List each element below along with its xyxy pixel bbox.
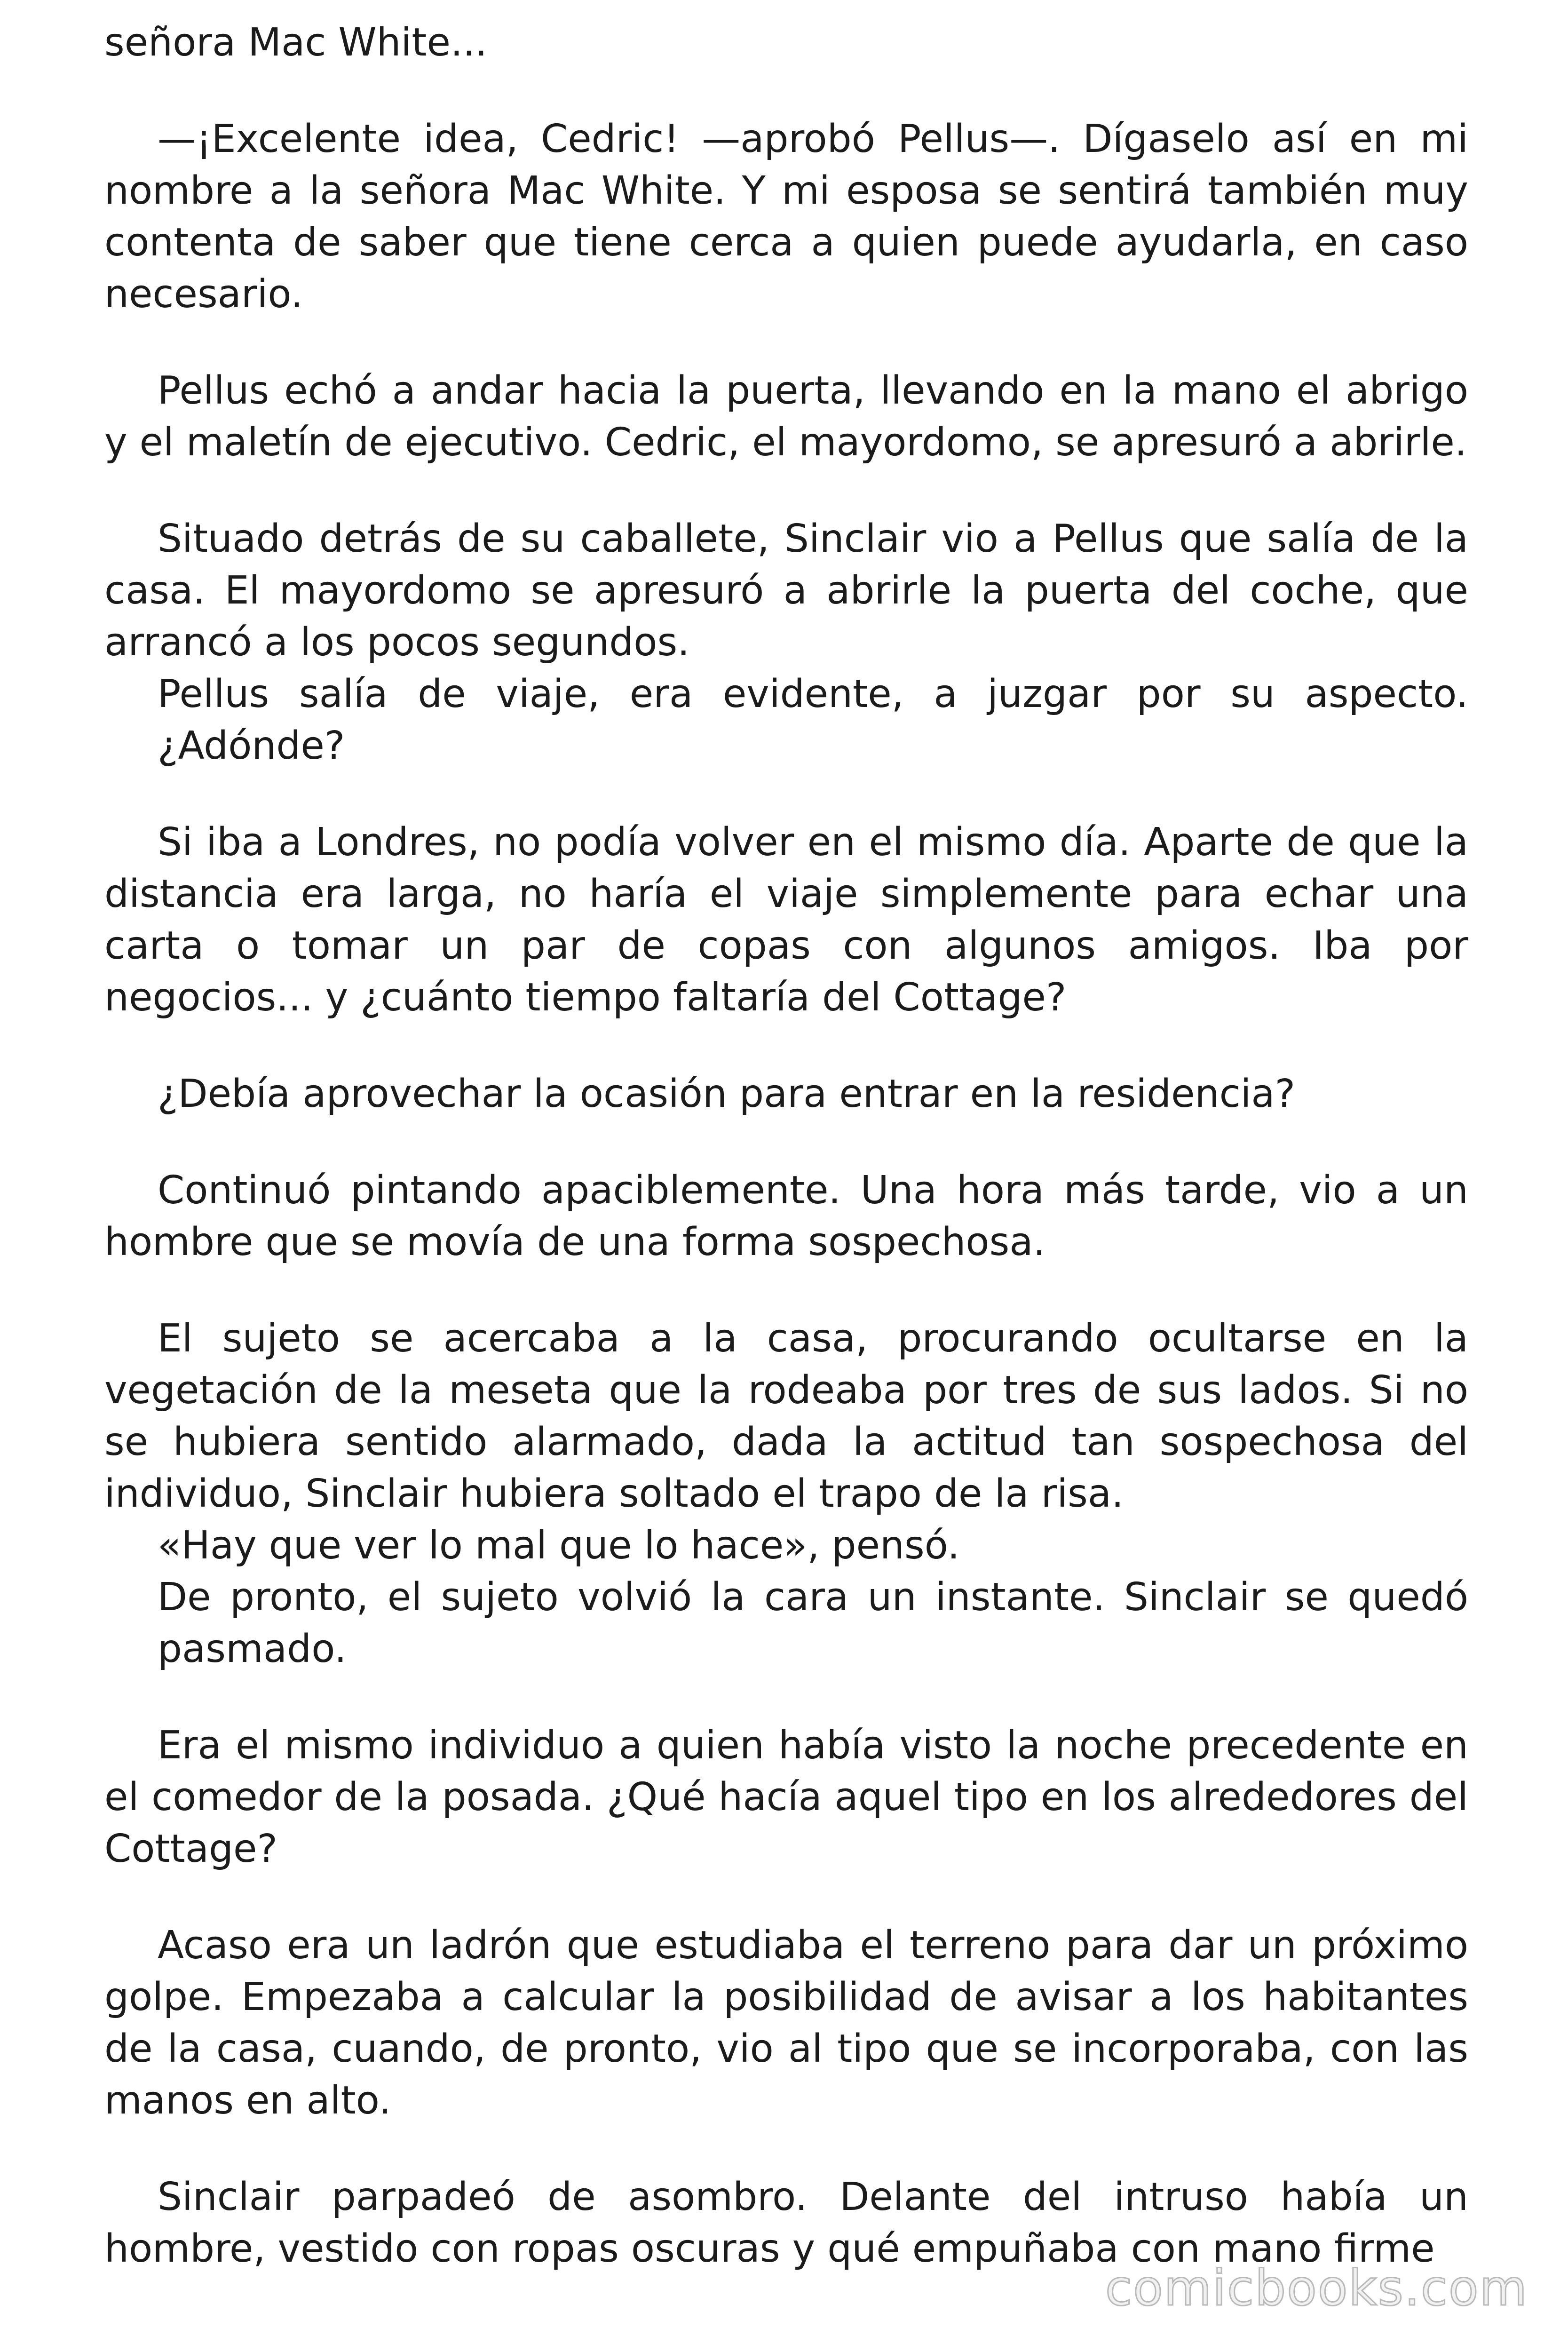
paragraph: «Hay que ver lo mal que lo hace», pensó. [158, 1523, 960, 1568]
watermark: comicbooks.com [1105, 2259, 1528, 2317]
paragraph: Sinclair parpadeó de asombro. Delante del intruso había un hombre, vestido con ropas oscuras y qué empuñaba con mano firme [104, 2175, 1468, 2271]
paragraph: Pellus salía de viaje, era evidente, a juzgar por su aspecto. ¿Adónde? [158, 672, 1468, 768]
paragraph: Si iba a Londres, no podía volver en el mismo día. Aparte de que la distancia era larga, no haría el viaje simplemente para echar una carta o tomar un par de copas con algunos amigos. Iba por negocios... y ¿cuánto tiempo faltaría del Cottage? [104, 820, 1468, 1020]
paragraph: El sujeto se acercaba a la casa, procurando ocultarse en la vegetación de la meseta que la rodeaba por tres de sus lados. Si no se hubiera sentido alarmado, dada la actitud tan sospechosa del individuo, Sinclair hubiera soltado el trapo de la risa. [104, 1316, 1468, 1516]
paragraph: ¿Debía aprovechar la ocasión para entrar en la residencia? [158, 1072, 1296, 1116]
paragraph: Situado detrás de su caballete, Sinclair vio a Pellus que salía de la casa. El mayordomo se apresuró a abrirle la puerta del coche, que arrancó a los pocos segundos. [104, 516, 1468, 665]
paragraph: Era el mismo individuo a quien había visto la noche precedente en el comedor de la posada. ¿Qué hacía aquel tipo en los alrededores del Cottage? [104, 1723, 1468, 1871]
paragraph: Continuó pintando apaciblemente. Una hora más tarde, vio a un hombre que se movía de una forma sospechosa. [104, 1168, 1468, 1264]
paragraph: Pellus echó a andar hacia la puerta, llevando en la mano el abrigo y el maletín de ejecutivo. Cedric, el mayordomo, se apresuró a abrirle. [104, 368, 1468, 465]
paragraph: señora Mac White... [104, 20, 488, 65]
paragraph: De pronto, el sujeto volvió la cara un instante. Sinclair se quedó pasmado. [158, 1575, 1468, 1671]
paragraph: —¡Excelente idea, Cedric! —aprobó Pellus—. Dígaselo así en mi nombre a la señora Mac White. Y mi esposa se sentirá también muy contenta de saber que tiene cerca a quien puede ayudarla, en caso necesario. [104, 117, 1468, 317]
paragraph: Acaso era un ladrón que estudiaba el terreno para dar un próximo golpe. Empezaba a calcular la posibilidad de avisar a los habitantes de la casa, cuando, de pronto, vio al tipo que se incorporaba, con las manos en alto. [104, 1923, 1468, 2123]
